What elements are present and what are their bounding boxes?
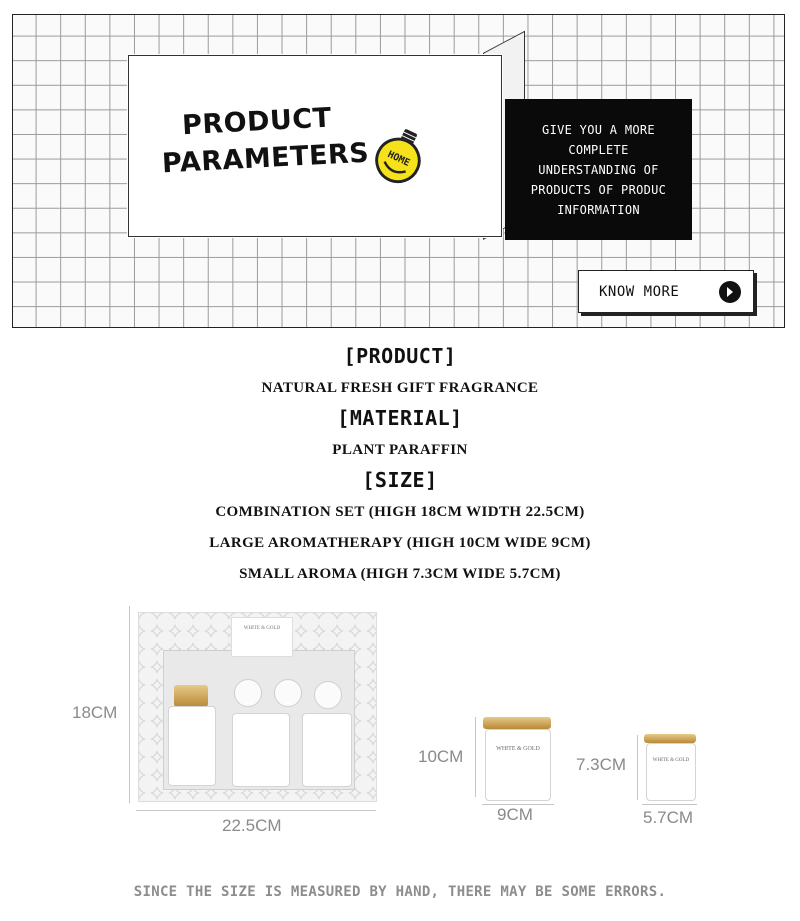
set-height-line (129, 606, 130, 803)
size-header: [SIZE] (362, 468, 438, 492)
box-label-card (231, 617, 293, 657)
info-line-3: UNDERSTANDING OF (538, 162, 659, 177)
small-width-label: 5.7CM (643, 808, 694, 827)
small-width-line (642, 804, 697, 805)
info-line-2: COMPLETE (568, 142, 629, 157)
title-line-1: PRODUCT (181, 102, 333, 142)
bulb-text: HOME (385, 149, 412, 169)
info-line-5: INFORMATION (557, 202, 640, 217)
large-width-label: 9CM (497, 805, 533, 824)
size-value-small: SMALL AROMA (HIGH 7.3CM WIDE 5.7CM) (239, 566, 561, 582)
large-candle-image (485, 729, 551, 801)
product-value: NATURAL FRESH GIFT FRAGRANCE (261, 380, 539, 396)
material-header: [MATERIAL] (337, 406, 463, 430)
title-line-2: PARAMETERS (161, 137, 370, 180)
set-height-label: 18CM (72, 703, 118, 722)
small-height-label: 7.3CM (576, 755, 627, 774)
candle-jar (232, 713, 290, 787)
diffuser-bottle (168, 706, 216, 786)
small-jar-label: WHITE & GOLD (652, 758, 690, 763)
small-jar-lid (644, 734, 696, 743)
lightbulb-home-icon (371, 127, 429, 185)
small-candle-image (646, 743, 696, 801)
gift-set-image (138, 612, 377, 802)
set-width-label: 22.5CM (222, 816, 282, 835)
arrow-right-icon (719, 281, 741, 303)
small-height-line (637, 735, 638, 800)
info-box (505, 99, 692, 240)
box-label-text: WHITE & GOLD (243, 626, 281, 631)
know-more-button[interactable] (578, 270, 754, 313)
product-parameters-banner (12, 14, 785, 328)
size-value-large: LARGE AROMATHERAPY (HIGH 10CM WIDE 9CM) (209, 535, 591, 551)
know-more-label: KNOW MORE (599, 283, 680, 300)
large-jar-lid (483, 717, 551, 729)
large-jar-label: WHITE & GOLD (496, 746, 540, 752)
tealight (314, 681, 342, 709)
large-height-line (475, 717, 476, 797)
material-value: PLANT PARAFFIN (332, 442, 468, 458)
gift-box-window (163, 650, 355, 790)
size-value-set: COMBINATION SET (HIGH 18CM WIDTH 22.5CM) (215, 504, 585, 520)
tealight (234, 679, 262, 707)
product-header: [PRODUCT] (343, 344, 457, 368)
large-height-label: 10CM (418, 747, 464, 766)
candle-jar (302, 713, 352, 787)
info-line-1: GIVE YOU A MORE (542, 122, 655, 137)
set-width-line (136, 810, 376, 811)
banner-title (159, 98, 370, 183)
measurement-disclaimer: SINCE THE SIZE IS MEASURED BY HAND, THERE MAY BE SOME ERRORS. (133, 884, 667, 900)
tealight (274, 679, 302, 707)
info-line-4: PRODUCTS OF PRODUC (530, 182, 667, 197)
